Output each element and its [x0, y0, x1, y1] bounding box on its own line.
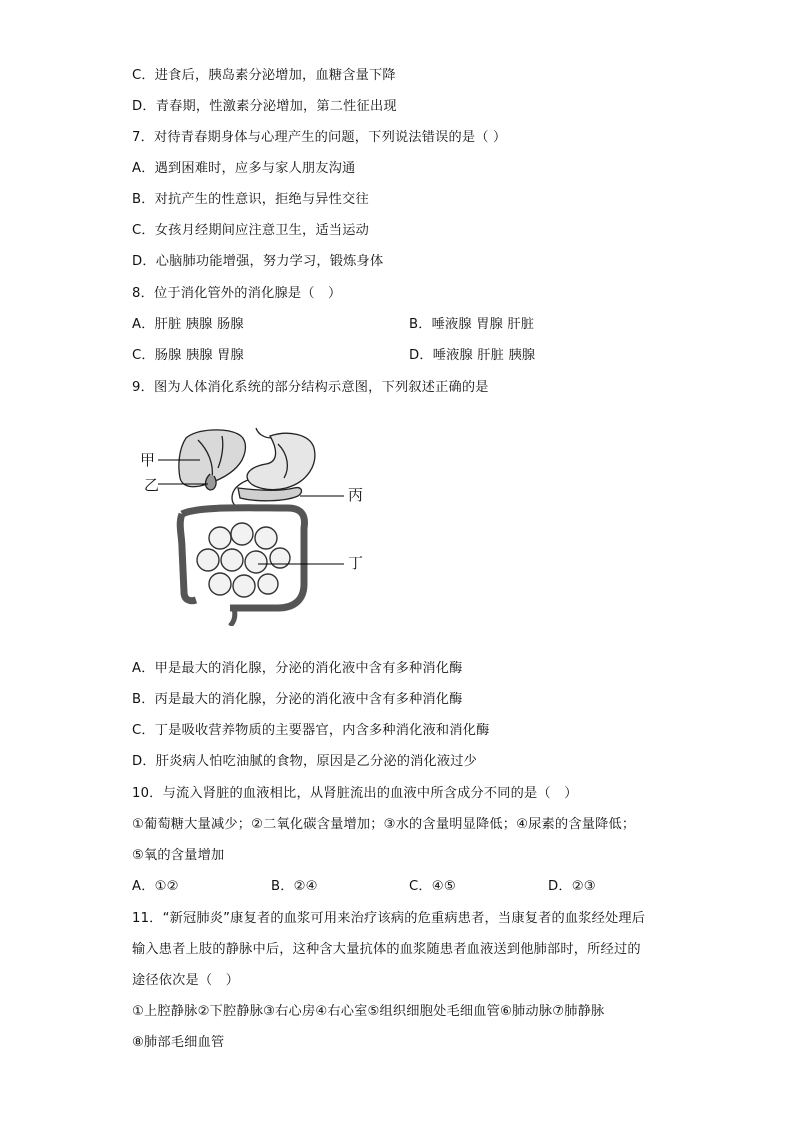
q11-stem-line1: 11．“新冠肺炎”康复者的血浆可用来治疗该病的危重病患者，当康复者的血浆经处理后	[132, 911, 646, 926]
q10-stem: 10．与流入肾脏的血液相比，从肾脏流出的血液中所含成分不同的是（ ）	[132, 786, 578, 801]
q8-option-c: C．肠腺 胰腺 胃腺	[132, 348, 244, 363]
q7-stem: 7．对待青春期身体与心理产生的问题，下列说法错误的是（ ）	[132, 130, 507, 145]
q10-option-d: D．②③	[548, 879, 596, 894]
q10-items-line1: ①葡萄糖大量减少；②二氧化碳含量增加；③水的含量明显降低；④尿素的含量降低；	[132, 817, 636, 832]
q11-items-line2: ⑧肺部毛细血管	[132, 1035, 225, 1050]
digestive-system-drawing	[138, 424, 378, 626]
q7-option-a: A．遇到困难时，应多与家人朋友沟通	[132, 161, 356, 176]
q10-option-a: A．①②	[132, 879, 179, 894]
q7-option-b: B．对抗产生的性意识，拒绝与异性交往	[132, 192, 369, 207]
digestive-system-diagram	[138, 424, 378, 626]
label-yi: 乙	[144, 476, 160, 494]
q9-option-d: D．肝炎病人怕吃油腻的食物，原因是乙分泌的消化液过少	[132, 754, 478, 769]
label-jia: 甲	[140, 451, 156, 469]
q9-option-c: C．丁是吸收营养物质的主要器官，内含多种消化液和消化酶	[132, 723, 490, 738]
q8-option-d: D．唾液腺 肝脏 胰腺	[409, 348, 536, 363]
q9-stem: 9．图为人体消化系统的部分结构示意图，下列叙述正确的是	[132, 380, 489, 395]
q10-option-c: C．④⑤	[409, 879, 456, 894]
label-bing: 丙	[348, 486, 364, 504]
q8-stem: 8．位于消化管外的消化腺是（ ）	[132, 286, 342, 301]
q7-option-d: D．心脑肺功能增强，努力学习，锻炼身体	[132, 254, 384, 269]
q11-items-line1: ①上腔静脉②下腔静脉③右心房④右心室⑤组织细胞处毛细血管⑥肺动脉⑦肺静脉	[132, 1004, 605, 1019]
q6-option-c: C．进食后，胰岛素分泌增加，血糖含量下降	[132, 68, 396, 83]
q11-stem-line2: 输入患者上肢的静脉中后，这种含大量抗体的血浆随患者血液送到他肺部时，所经过的	[132, 942, 641, 957]
q7-option-c: C．女孩月经期间应注意卫生，适当运动	[132, 223, 369, 238]
q6-option-d: D．青春期，性激素分泌增加，第二性征出现	[132, 99, 397, 114]
stomach-shape	[247, 433, 315, 489]
q8-option-a: A．肝脏 胰腺 肠腺	[132, 317, 244, 332]
q10-option-b: B．②④	[271, 879, 318, 894]
q9-option-b: B．丙是最大的消化腺，分泌的消化液中含有多种消化酶	[132, 692, 463, 707]
label-ding: 丁	[348, 554, 364, 572]
q9-option-a: A．甲是最大的消化腺，分泌的消化液中含有多种消化酶	[132, 661, 463, 676]
q8-option-b: B．唾液腺 胃腺 肝脏	[409, 317, 535, 332]
small-intestine-shape	[197, 523, 290, 597]
q10-items-line2: ⑤氧的含量增加	[132, 848, 225, 863]
q11-stem-line3: 途径依次是（ ）	[132, 973, 240, 988]
